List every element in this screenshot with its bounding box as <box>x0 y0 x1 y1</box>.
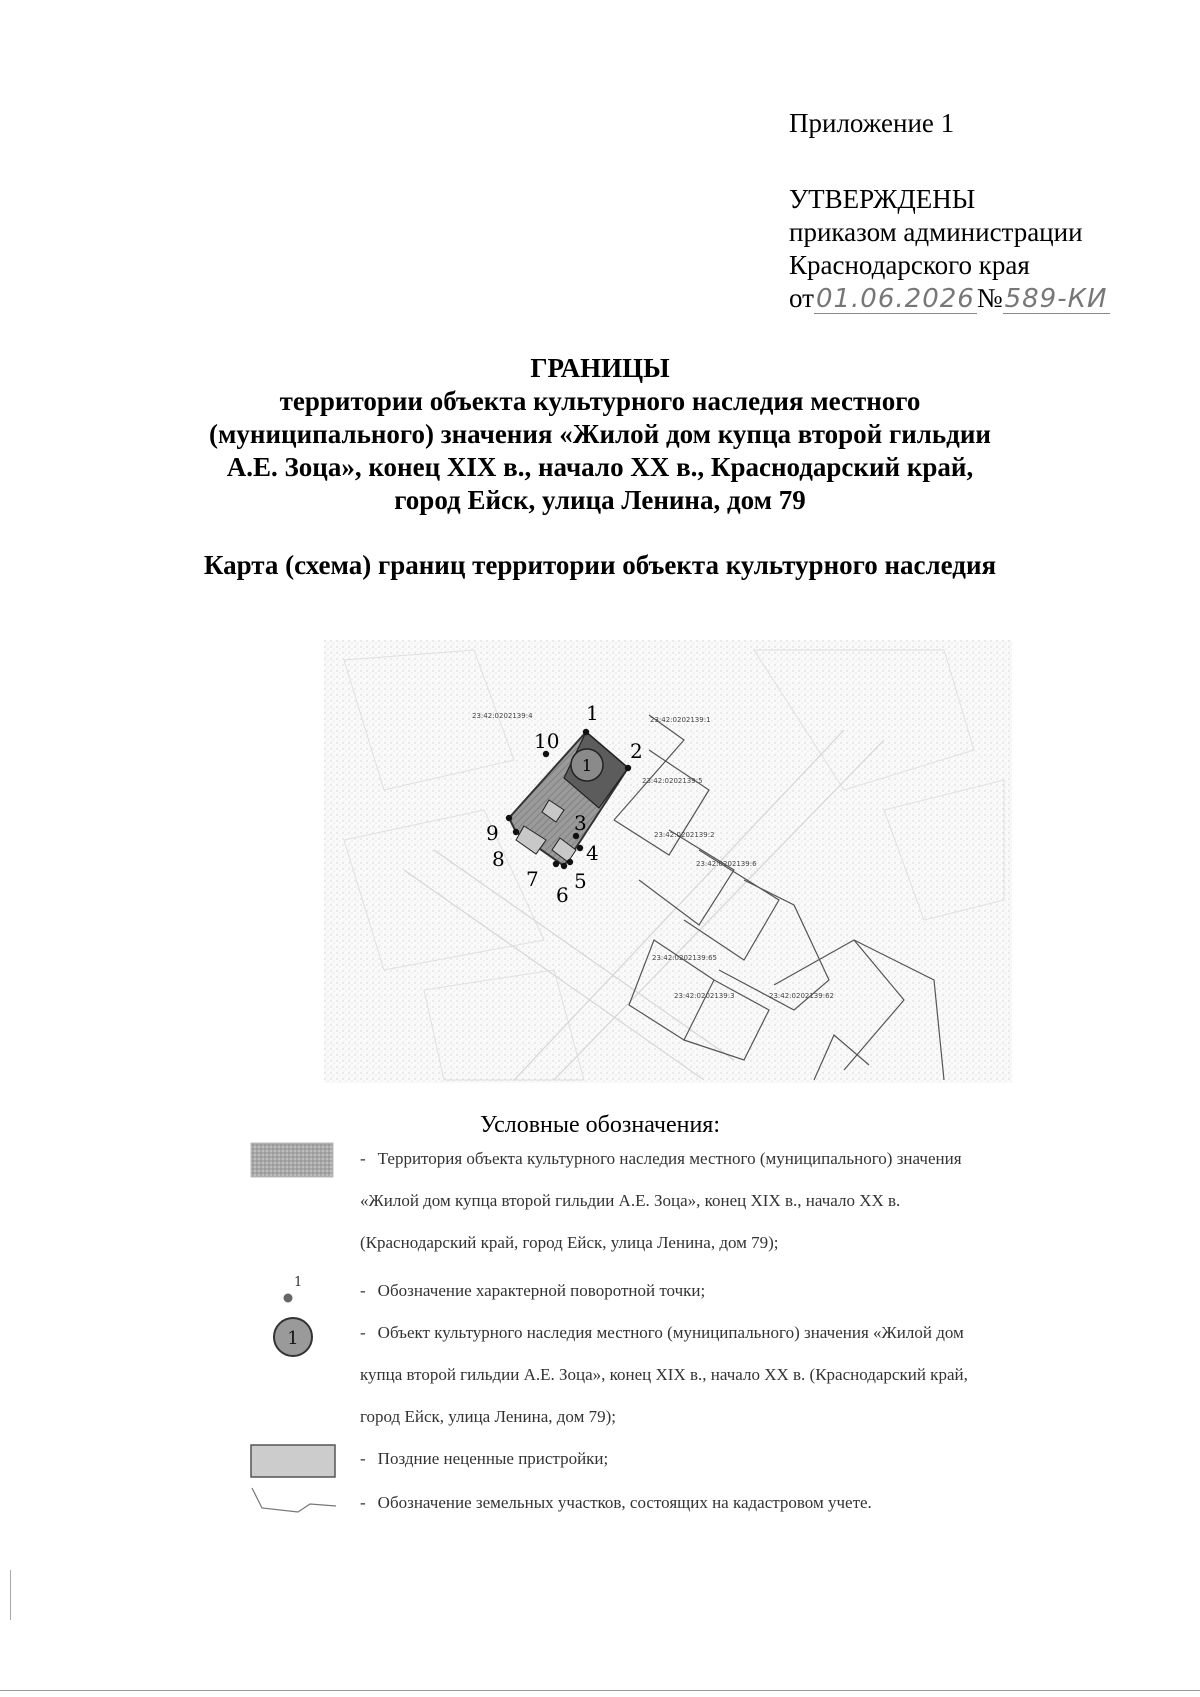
point-label-3: 3 <box>574 811 587 835</box>
legend-line: купца второй гильдии А.Е. Зоца», конец XIX в., начало XX в. (Краснодарский край, <box>360 1365 968 1384</box>
legend-line: Обозначение характерной поворотной точки; <box>377 1281 706 1300</box>
parcel-label: 23:42:0202139:5 <box>642 777 703 785</box>
approval-line-3: Краснодарского края <box>789 250 1030 280</box>
legend-dash: - <box>360 1149 366 1168</box>
point-label-7: 7 <box>526 867 539 891</box>
parcel-boundary-icon <box>250 1482 340 1518</box>
parcel-label: 23:42:0202139:2 <box>654 831 715 839</box>
approval-heading: УТВЕРЖДЕНЫ <box>789 184 976 214</box>
approval-date-line <box>789 282 1110 315</box>
legend-text <box>360 1138 1075 1264</box>
turning-point-icon <box>278 1264 308 1308</box>
date-prefix: от <box>789 283 814 313</box>
legend-dash: - <box>360 1493 366 1512</box>
point-label-5: 5 <box>574 869 587 893</box>
legend-text <box>360 1482 1075 1524</box>
legend-line: Поздние неценные пристройки; <box>377 1449 609 1468</box>
handwritten-date: 01.06.2026 <box>815 284 975 314</box>
point-label-10: 10 <box>534 729 560 753</box>
title-heading: ГРАНИЦЫ <box>530 353 670 383</box>
handwritten-number: 589-КИ <box>1004 284 1108 314</box>
territory-swatch-icon <box>250 1142 334 1178</box>
parcel-label: 23:42:0202139:1 <box>650 716 711 724</box>
boundary-map <box>324 640 1012 1083</box>
parcel-label: 23:42:0202139:62 <box>769 992 834 1000</box>
approval-block <box>789 183 1110 315</box>
legend-item-annex <box>250 1438 1080 1482</box>
point-label-1: 1 <box>586 701 599 725</box>
legend-text <box>360 1312 1075 1438</box>
point-label-9: 9 <box>486 821 499 845</box>
title-line-1: территории объекта культурного наследия местного <box>279 386 921 416</box>
point-label-6: 6 <box>556 883 569 907</box>
legend-line: город Ейск, улица Ленина, дом 79); <box>360 1407 616 1426</box>
legend-item-heritage-object <box>250 1312 1080 1442</box>
turning-point-icon-label: 1 <box>294 1275 303 1290</box>
map-svg <box>324 640 1012 1083</box>
legend-dash: - <box>360 1323 366 1342</box>
legend-line: «Жилой дом купца второй гильдии А.Е. Зоца», конец XIX в., начало XX в. <box>360 1191 901 1210</box>
parcel-label: 23:42:0202139:65 <box>652 954 717 962</box>
title-line-3: А.Е. Зоца», конец XIX в., начало XX в., Краснодарский край, <box>226 452 974 482</box>
heritage-object-number: 1 <box>581 756 593 775</box>
parcel-label: 23:42:0202139:6 <box>696 860 757 868</box>
map-subtitle: Карта (схема) границ территории объекта культурного наследия <box>203 550 997 580</box>
appendix-label: Приложение 1 <box>789 108 955 138</box>
legend-item-turning-point <box>250 1270 1080 1316</box>
legend-title: Условные обозначения: <box>479 1112 721 1138</box>
legend-text <box>360 1438 1075 1480</box>
heritage-object-icon-label: 1 <box>287 1328 299 1349</box>
bottom-rule <box>0 1690 1200 1691</box>
legend-dash: - <box>360 1449 366 1468</box>
scan-edge-mark <box>10 1570 11 1620</box>
point-label-4: 4 <box>586 841 599 865</box>
map-background <box>324 640 1012 1083</box>
parcel-label: 23:42:0202139:4 <box>472 712 533 720</box>
document-title <box>0 352 1200 517</box>
legend-dash: - <box>360 1281 366 1300</box>
legend-line: Обозначение земельных участков, состоящих на кадастровом учете. <box>377 1493 872 1512</box>
approval-line-2: приказом администрации <box>789 217 1083 247</box>
point-label-2: 2 <box>630 739 643 763</box>
legend-item-parcel <box>250 1482 1080 1526</box>
legend-line: (Краснодарский край, город Ейск, улица Ленина, дом 79); <box>360 1233 779 1252</box>
later-annex-swatch-icon <box>250 1444 336 1478</box>
legend-text <box>360 1270 1075 1312</box>
legend-item-territory <box>250 1138 1080 1270</box>
title-line-2: (муниципального) значения «Жилой дом купца второй гильдии <box>209 419 991 449</box>
title-line-4: город Ейск, улица Ленина, дом 79 <box>394 485 806 515</box>
legend-line: Территория объекта культурного наследия местного (муниципального) значения <box>377 1149 962 1168</box>
parcel-label: 23:42:0202139:3 <box>674 992 735 1000</box>
legend-line: Объект культурного наследия местного (муниципального) значения «Жилой дом <box>377 1323 964 1342</box>
point-label-8: 8 <box>492 847 505 871</box>
number-prefix: № <box>976 283 1003 313</box>
heritage-object-icon <box>270 1314 316 1360</box>
